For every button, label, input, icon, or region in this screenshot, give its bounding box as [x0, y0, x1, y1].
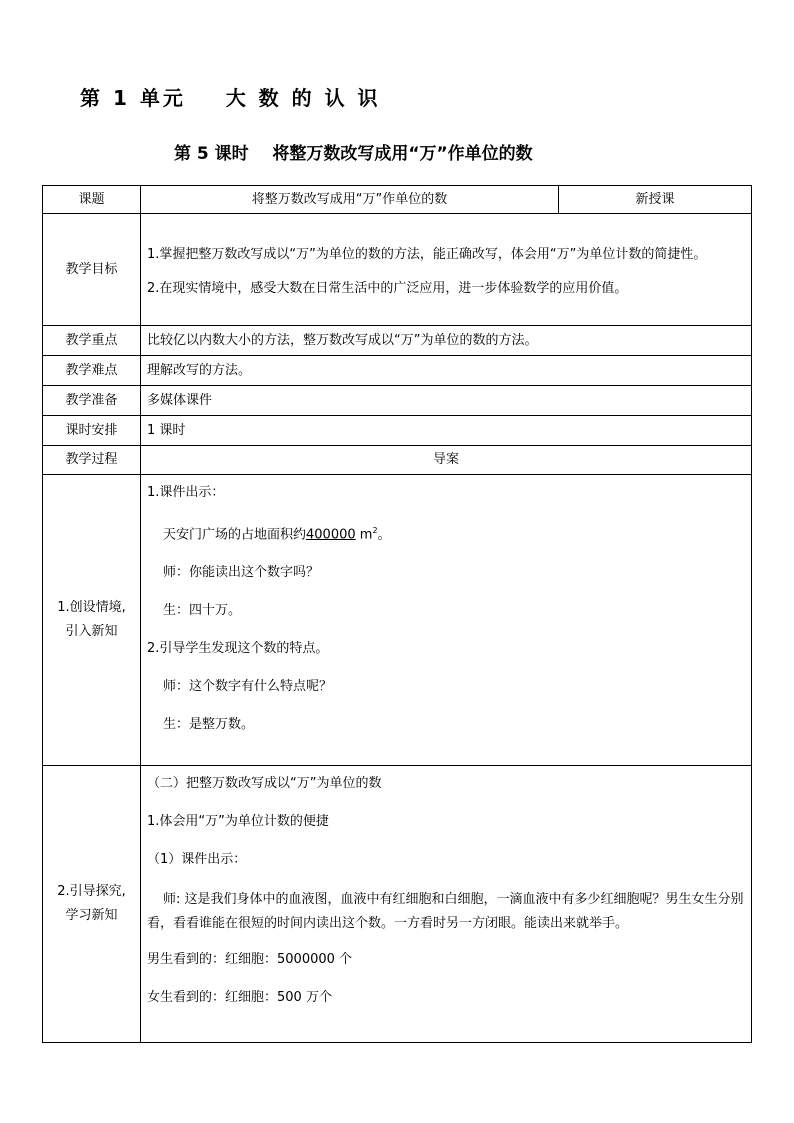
goals-row [43, 214, 752, 326]
goal-item: 1.掌握把整万数改写成以“万”为单位的数的方法，能正确改写，体会用“万”为单位计数的简捷性。 [147, 246, 707, 262]
key-points-row [43, 326, 752, 356]
process-row [43, 446, 752, 475]
unit-title: 第 1 单元 大 数 的 认 识 [80, 86, 381, 110]
section2-label-line: 2.引导探究, [57, 884, 126, 899]
preparation-value: 多媒体课件 [141, 386, 752, 416]
section2-content [141, 766, 752, 1043]
topic-row [43, 186, 752, 214]
section1-text: 天安门广场的占地面积约400000 $m^2$。 [163, 526, 391, 543]
section1-text: 师：这个数字有什么特点呢？ [163, 679, 333, 695]
preparation-label: 教学准备 [43, 386, 141, 416]
difficulty-label: 教学难点 [43, 356, 141, 386]
process-label: 教学过程 [43, 446, 141, 475]
section1-label [43, 475, 141, 766]
section1-content [141, 475, 752, 766]
section2-text: （1）课件出示： [147, 852, 247, 867]
lesson-plan-table [42, 185, 752, 1043]
section1-text: 2.引导学生发现这个数的特点。 [147, 641, 329, 657]
section2-text: 男生看到的：红细胞：5000000 个 [147, 952, 353, 967]
section2-text: （二）把整万数改写成以“万”为单位的数 [147, 776, 382, 791]
section2-text: 师: 这是我们身体中的血液图，血液中有红细胞和白细胞，一滴血液中有多少红细胞呢？男生女生分别看，看看谁能在很短的时间内读出这个数。一方看时另一方闭眼。能读出来就举手。 [147, 892, 744, 931]
key-points-label: 教学重点 [43, 326, 141, 356]
section2-label [43, 766, 141, 1043]
section2-text: 女生看到的：红细胞：500 万个 [147, 990, 332, 1005]
key-points-value: 比较亿以内数大小的方法，整万数改写成以“万”为单位的数的方法。 [141, 326, 752, 356]
section2-text: 1.体会用“万”为单位计数的便捷 [147, 814, 329, 829]
goals-content [141, 214, 752, 326]
section1-text: 生：四十万。 [163, 603, 242, 619]
section1-text: 生：是整万数。 [163, 717, 255, 733]
lesson-title: 第 5 课时 将整万数改写成用“万”作单位的数 [174, 144, 533, 164]
schedule-row [43, 416, 752, 446]
goal-item: 2.在现实情境中，感受大数在日常生活中的广泛应用，进一步体验数学的应用价值。 [147, 280, 628, 296]
schedule-label: 课时安排 [43, 416, 141, 446]
schedule-value: 1 课时 [141, 416, 752, 446]
section2-label-line: 学习新知 [65, 908, 118, 923]
area-number: 400000 [306, 527, 356, 543]
lesson-type: 新授课 [559, 186, 752, 214]
difficulty-value: 理解改写的方法。 [141, 356, 752, 386]
section1-text: 1.课件出示： [147, 485, 225, 500]
topic-value: 将整万数改写成用“万”作单位的数 [141, 186, 559, 214]
preparation-row [43, 386, 752, 416]
section1-row [43, 475, 752, 766]
topic-label: 课题 [43, 186, 141, 214]
process-value: 导案 [141, 446, 752, 475]
section1-label-line: 1.创设情境, [57, 600, 126, 615]
section1-text: 师：你能读出这个数字吗？ [163, 565, 320, 581]
goals-label: 教学目标 [43, 214, 141, 326]
difficulty-row [43, 356, 752, 386]
section2-row [43, 766, 752, 1043]
section1-label-line: 引入新知 [65, 624, 118, 639]
